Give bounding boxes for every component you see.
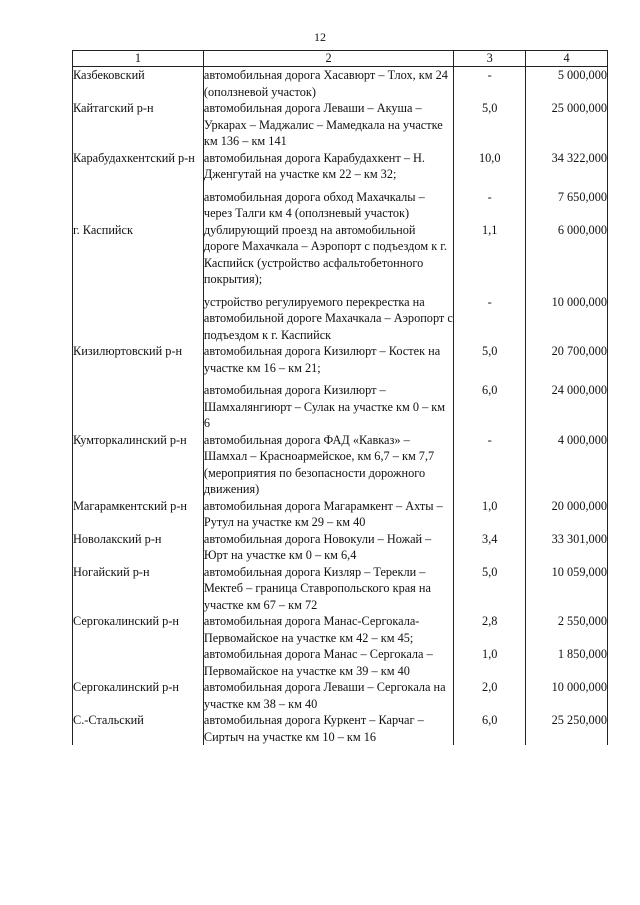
district-cell: Ногайский р-н bbox=[73, 564, 204, 614]
length-cell: 5,0 bbox=[454, 564, 526, 614]
amount-cell: 2 550,000 bbox=[526, 613, 608, 646]
amount-cell: 7 650,000 bbox=[526, 183, 608, 222]
district-cell bbox=[73, 376, 204, 432]
object-cell: автомобильная дорога Хасавюрт – Тлох, км 24 (оползневой участок) bbox=[203, 67, 453, 101]
object-cell: автомобильная дорога Кизилюрт – Шамхалянгиюрт – Сулак на участке км 0 – км 6 bbox=[203, 376, 453, 432]
table-row bbox=[73, 150, 608, 183]
road-funding-table bbox=[72, 50, 608, 745]
table-header-row bbox=[73, 51, 608, 67]
amount-cell: 4 000,000 bbox=[526, 432, 608, 498]
table-row bbox=[73, 288, 608, 344]
amount-cell: 25 000,000 bbox=[526, 100, 608, 150]
object-cell: автомобильная дорога Куркент – Карчаг – Сиртыч на участке км 10 – км 16 bbox=[203, 712, 453, 745]
district-cell: Кайтагский р-н bbox=[73, 100, 204, 150]
object-cell: устройство регулируемого перекрестка на автомобильной дороге Махачкала – Аэропорт с подъездом к г. Каспийск bbox=[203, 288, 453, 344]
length-cell: 6,0 bbox=[454, 712, 526, 745]
header-col-2: 2 bbox=[203, 51, 453, 67]
header-col-3: 3 bbox=[454, 51, 526, 67]
district-cell bbox=[73, 183, 204, 222]
amount-cell: 10 000,000 bbox=[526, 288, 608, 344]
table-row bbox=[73, 222, 608, 288]
district-cell: Кумторкалинский р-н bbox=[73, 432, 204, 498]
amount-cell: 20 700,000 bbox=[526, 343, 608, 376]
length-cell: 5,0 bbox=[454, 100, 526, 150]
table-row bbox=[73, 646, 608, 679]
table-row bbox=[73, 613, 608, 646]
table-body bbox=[73, 67, 608, 746]
table-row bbox=[73, 432, 608, 498]
district-cell: Новолакский р-н bbox=[73, 531, 204, 564]
table-row bbox=[73, 531, 608, 564]
length-cell: 1,1 bbox=[454, 222, 526, 288]
district-cell: Сергокалинский р-н bbox=[73, 679, 204, 712]
length-cell: 6,0 bbox=[454, 376, 526, 432]
district-cell: Карабудахкентский р-н bbox=[73, 150, 204, 183]
district-cell: Магарамкентский р-н bbox=[73, 498, 204, 531]
amount-cell: 10 059,000 bbox=[526, 564, 608, 614]
amount-cell: 20 000,000 bbox=[526, 498, 608, 531]
amount-cell: 1 850,000 bbox=[526, 646, 608, 679]
table-row bbox=[73, 343, 608, 376]
object-cell: автомобильная дорога Манас-Сергокала-Первомайское на участке км 42 – км 45; bbox=[203, 613, 453, 646]
length-cell: 3,4 bbox=[454, 531, 526, 564]
district-cell: Казбековский bbox=[73, 67, 204, 101]
header-col-1: 1 bbox=[73, 51, 204, 67]
table-row bbox=[73, 679, 608, 712]
table-row bbox=[73, 376, 608, 432]
length-cell: - bbox=[454, 288, 526, 344]
district-cell: Сергокалинский р-н bbox=[73, 613, 204, 646]
table-row bbox=[73, 712, 608, 745]
district-cell: С.-Стальский bbox=[73, 712, 204, 745]
length-cell: - bbox=[454, 67, 526, 101]
amount-cell: 24 000,000 bbox=[526, 376, 608, 432]
table-row bbox=[73, 564, 608, 614]
length-cell: 10,0 bbox=[454, 150, 526, 183]
length-cell: - bbox=[454, 432, 526, 498]
object-cell: автомобильная дорога ФАД «Кавказ» – Шамхал – Красноармейское, км 6,7 – км 7,7 (мероприятия по безопасности дорожного движения) bbox=[203, 432, 453, 498]
amount-cell: 25 250,000 bbox=[526, 712, 608, 745]
object-cell: автомобильная дорога Кизилюрт – Костек на участке км 16 – км 21; bbox=[203, 343, 453, 376]
length-cell: 2,0 bbox=[454, 679, 526, 712]
amount-cell: 6 000,000 bbox=[526, 222, 608, 288]
object-cell: автомобильная дорога Манас – Сергокала – Первомайское на участке км 39 – км 40 bbox=[203, 646, 453, 679]
district-cell bbox=[73, 646, 204, 679]
table-row bbox=[73, 100, 608, 150]
amount-cell: 33 301,000 bbox=[526, 531, 608, 564]
object-cell: автомобильная дорога Кизляр – Терекли – Мектеб – граница Ставропольского края на участке км 67 – км 72 bbox=[203, 564, 453, 614]
district-cell: Кизилюртовский р-н bbox=[73, 343, 204, 376]
page-number: 12 bbox=[314, 30, 326, 44]
object-cell: автомобильная дорога Леваши – Акуша – Уркарах – Маджалис – Мамедкала на участке км 136 – км 141 bbox=[203, 100, 453, 150]
length-cell: 2,8 bbox=[454, 613, 526, 646]
table-row bbox=[73, 67, 608, 101]
object-cell: автомобильная дорога Леваши – Сергокала на участке км 38 – км 40 bbox=[203, 679, 453, 712]
table-row bbox=[73, 183, 608, 222]
object-cell: автомобильная дорога Карабудахкент – Н. Дженгутай на участке км 22 – км 32; bbox=[203, 150, 453, 183]
length-cell: 1,0 bbox=[454, 646, 526, 679]
table-row bbox=[73, 498, 608, 531]
object-cell: автомобильная дорога обход Махачкалы – через Талги км 4 (оползневый участок) bbox=[203, 183, 453, 222]
amount-cell: 10 000,000 bbox=[526, 679, 608, 712]
length-cell: 1,0 bbox=[454, 498, 526, 531]
object-cell: автомобильная дорога Магарамкент – Ахты – Рутул на участке км 29 – км 40 bbox=[203, 498, 453, 531]
district-cell: г. Каспийск bbox=[73, 222, 204, 288]
object-cell: автомобильная дорога Новокули – Ножай – Юрт на участке км 0 – км 6,4 bbox=[203, 531, 453, 564]
district-cell bbox=[73, 288, 204, 344]
length-cell: - bbox=[454, 183, 526, 222]
object-cell: дублирующий проезд на автомобильной дороге Махачкала – Аэропорт с подъездом к г. Каспийск (устройство асфальтобетонного покрытия); bbox=[203, 222, 453, 288]
amount-cell: 34 322,000 bbox=[526, 150, 608, 183]
header-col-4: 4 bbox=[526, 51, 608, 67]
length-cell: 5,0 bbox=[454, 343, 526, 376]
amount-cell: 5 000,000 bbox=[526, 67, 608, 101]
